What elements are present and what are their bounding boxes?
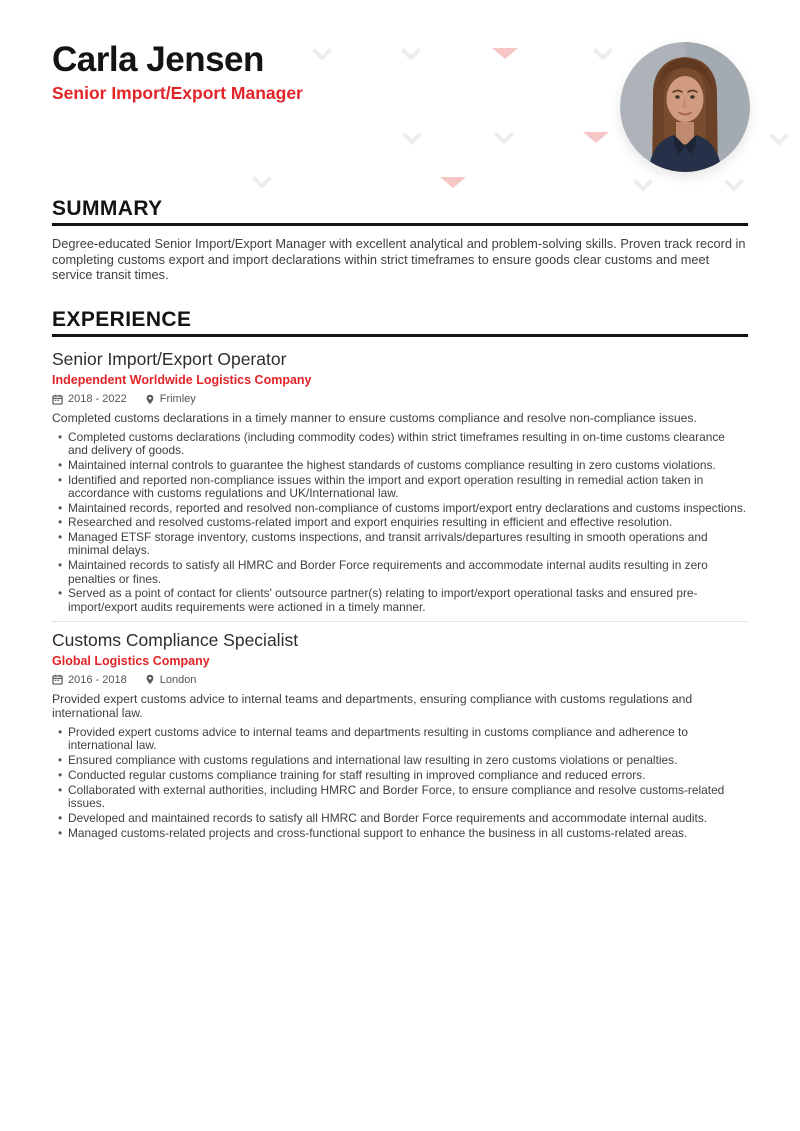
job-meta [52,393,748,405]
chevron-down-icon [769,126,789,146]
bullet-item: • Maintained records, reported and resolved non-compliance of customs import/export entry declarations and customs inspections. [68,502,748,515]
company-name: Independent Worldwide Logistics Company [52,373,312,388]
location-pin-icon [145,394,155,405]
bullet-item: • Identified and reported non-compliance issues within the import and export operation resulting in remedial action taken in accordance with customs regulations and UK/International law. [68,474,748,501]
bullet-item: • Managed customs-related projects and cross-functional support to enhance the business in all customs-related areas. [68,827,748,840]
experience-heading: EXPERIENCE [52,309,748,337]
triangle-down-icon [440,177,466,188]
job-dates [52,674,127,686]
chevron-down-icon [633,172,653,192]
bullet-item: • Maintained records to satisfy all HMRC and Border Force requirements and accommodate internal audits resulting in zero penalties or fines. [68,559,748,586]
bullet-item: • Served as a point of contact for clients' outsource partner(s) relating to import/export operational tasks and ensured pre-import/export audits requirements were actioned in a timely manner. [68,587,748,614]
location-pin-icon [145,674,155,685]
bullet-item: • Completed customs declarations (including commodity codes) within strict timeframes resulting in on-time customs clearance and delivery of goods. [68,431,748,458]
avatar [620,42,750,172]
summary-text: Degree-educated Senior Import/Export Manager with excellent analytical and problem-solving skills. Proven track record in completing customs export and import declarations within strict timeframes to ensure goods clear customs and meet service transit times. [52,236,746,283]
resume-header [52,42,748,172]
job-dates-label: 2016 - 2018 [68,673,127,686]
job-meta [52,674,748,686]
bullet-item: • Maintained internal controls to guarantee the highest standards of customs compliance resulting in zero customs violations. [68,459,748,472]
job-title: Senior Import/Export Operator [52,349,287,370]
person-name: Carla Jensen [52,40,264,79]
job-bullet-list [52,431,748,614]
job-entry [52,350,748,614]
job-divider [52,621,748,622]
job-location [145,674,197,686]
job-location-label: London [159,673,197,686]
calendar-icon [52,674,63,685]
person-job-title: Senior Import/Export Manager [52,82,303,103]
summary-heading: SUMMARY [52,198,748,226]
calendar-icon [52,394,63,405]
company-name: Global Logistics Company [52,653,210,668]
summary-section [52,198,748,283]
portrait-photo-illustration [620,42,750,172]
job-title: Customs Compliance Specialist [52,629,299,650]
bullet-item: • Managed ETSF storage inventory, customs inspections, and transit arrivals/departures resulting in smooth operations and minimal delays. [68,531,748,558]
bullet-item: • Provided expert customs advice to internal teams and departments resulting in customs compliance and adherence to international law. [68,726,748,753]
chevron-down-icon [252,169,272,189]
job-location [145,393,196,405]
bullet-item: • Collaborated with external authorities, including HMRC and Border Force, to ensure compliance and resolve customs-related issues. [68,784,748,811]
experience-section [52,309,748,840]
bullet-item: • Ensured compliance with customs regulations and international law resulting in zero customs violations or penalties. [68,754,748,767]
job-dates [52,393,127,405]
job-bullet-list [52,726,748,840]
job-description: Completed customs declarations in a timely manner to ensure customs compliance and resolve non-compliance issues. [52,411,697,426]
bullet-item: • Conducted regular customs compliance training for staff resulting in improved compliance and reduced errors. [68,769,748,782]
job-location-label: Frimley [159,393,196,406]
bullet-item: • Researched and resolved customs-related import and export enquiries resulting in efficient and effective resolution. [68,516,748,529]
job-dates-label: 2018 - 2022 [68,393,127,406]
chevron-down-icon [724,172,744,192]
job-description: Provided expert customs advice to internal teams and departments, ensuring compliance with customs regulations and international law. [52,691,693,721]
bullet-item: • Developed and maintained records to satisfy all HMRC and Border Force requirements and accommodate internal audits. [68,812,748,825]
job-entry [52,631,748,840]
